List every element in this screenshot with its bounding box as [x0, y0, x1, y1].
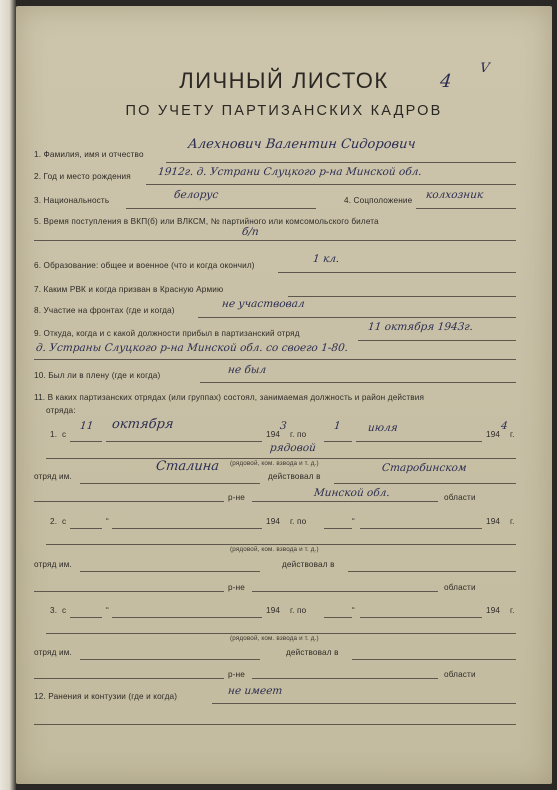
entry-3-from-year-prefix: 194 [266, 606, 281, 615]
field-9-value-a: 11 октября 1943г. [367, 321, 474, 333]
entry-3-quote-b: “ [352, 606, 355, 615]
entry-2-from-day-line [70, 528, 102, 529]
entry-3-unit-line [80, 659, 260, 660]
entry-2-acted-line [348, 571, 516, 572]
entry-1-from-prefix: с [62, 430, 67, 439]
entry-3-unit-label: отряд им. [34, 648, 72, 657]
entry-2-district-label: р-не [228, 583, 245, 592]
entry-1-acted-line [334, 483, 516, 484]
entry-1-to-day: 1 [333, 420, 342, 432]
entry-1-to-year: 4 [500, 420, 509, 432]
field-7-label: 7. Каким РВК и когда призван в Красную Армию [34, 285, 224, 294]
entry-2-region-line [252, 591, 438, 592]
field-8-value: не участвовал [221, 298, 306, 310]
entry-3-to-year-prefix: 194 [486, 606, 501, 615]
entry-2-unit-label: отряд им. [34, 560, 72, 569]
entry-3-quote-a: “ [106, 606, 109, 615]
entry-3-year-suffix: г. [510, 606, 515, 615]
entry-1-district-label: р-не [228, 493, 245, 502]
field-3-label: 3. Национальность [34, 196, 110, 205]
entry-1-acted-label: действовал в [268, 472, 321, 481]
entry-1-to-prefix: г. по [290, 430, 307, 439]
field-4-line [416, 208, 516, 209]
field-1-line [166, 162, 516, 163]
entry-3-district-line [34, 678, 224, 679]
field-9-line-b [34, 359, 516, 360]
field-2-value: 1912г. д. Устрани Слуцкого р-на Минской обл. [157, 166, 423, 178]
field-12-line [212, 703, 516, 704]
entry-2-num: 2. [50, 517, 58, 526]
entry-1-position: рядовой [269, 442, 317, 454]
field-5-line [34, 240, 516, 241]
entry-2-from-month-line [112, 528, 262, 529]
entry-2-position-note: (рядовой, ком. взвода и т. д.) [230, 546, 319, 553]
field-3-value: белорус [173, 189, 219, 201]
entry-1-region-label: области [444, 493, 476, 502]
entry-3-to-prefix: г. по [290, 606, 307, 615]
field-1-label: 1. Фамилия, имя и отчество [34, 150, 144, 159]
page-edge [0, 0, 16, 790]
entry-1-from-day: 11 [79, 420, 95, 432]
entry-1-region-line [252, 501, 438, 502]
field-3-line [126, 208, 316, 209]
field-8-label: 8. Участие на фронтах (где и когда) [34, 306, 175, 315]
form-subtitle: ПО УЧЕТУ ПАРТИЗАНСКИХ КАДРОВ [125, 103, 443, 119]
entry-1-to-month-line [356, 441, 482, 442]
entry-2-quote-b: “ [352, 517, 355, 526]
check-mark: V [479, 61, 491, 76]
field-4-label: 4. Соцположение [344, 196, 413, 205]
entry-1-unit: Сталина [155, 459, 220, 474]
entry-2-quote-a: “ [106, 517, 109, 526]
entry-1-from-month: октября [111, 417, 175, 432]
field-5-value: б/п [241, 226, 260, 238]
form-title: ЛИЧНЫЙ ЛИСТОК [179, 68, 389, 93]
entry-1-unit-line [80, 483, 260, 484]
field-10-line [200, 382, 516, 383]
entry-3-position-note: (рядовой, ком. взвода и т. д.) [230, 635, 319, 642]
entry-1-from-year: 3 [279, 420, 288, 432]
entry-2-from-prefix: с [62, 517, 67, 526]
entry-3-from-prefix: с [62, 606, 67, 615]
field-8-line [198, 317, 516, 318]
field-12-value: не имеет [227, 685, 283, 697]
field-6-label: 6. Образование: общее и военное (что и когда окончил) [34, 261, 255, 270]
entry-1-num: 1. [50, 430, 58, 439]
field-6-line [278, 272, 516, 273]
field-9-value-b: д. Устраны Слуцкого р-на Минской обл. со своего 1-80. [35, 342, 349, 354]
entry-3-to-month-line [360, 617, 482, 618]
entry-3-from-day-line [70, 617, 102, 618]
field-5-label: 5. Время поступления в ВКП(б) или ВЛКСМ, № партийного или комсомольского билета [34, 217, 379, 226]
entry-3-acted-label: действовал в [286, 648, 339, 657]
field-11-label: 11. В каких партизанских отрядах (или группах) состоял, занимаемая должность и район действия [34, 393, 425, 402]
field-6-value: 1 кл. [312, 253, 340, 265]
entry-3-to-day-line [324, 617, 352, 618]
field-1-value: Алехнович Валентин Сидорович [187, 137, 417, 152]
entry-1-to-month: июля [367, 422, 399, 434]
entry-2-year-suffix: г. [510, 517, 515, 526]
entry-2-region-label: области [444, 583, 476, 592]
entry-2-to-day-line [324, 528, 352, 529]
entry-1-from-year-prefix: 194 [266, 430, 281, 439]
entry-3-district-label: р-не [228, 670, 245, 679]
entry-2-from-year-prefix: 194 [266, 517, 281, 526]
entry-2-acted-label: действовал в [282, 560, 335, 569]
entry-3-num: 3. [50, 606, 58, 615]
field-11-label-cont: отряда: [46, 406, 76, 415]
field-4-value: колхозник [425, 189, 484, 201]
entry-2-unit-line [80, 571, 260, 572]
entry-1-from-day-line [70, 441, 102, 442]
field-10-value: не был [227, 364, 267, 376]
entry-3-acted-line [352, 659, 516, 660]
field-12-line-b [34, 724, 516, 725]
entry-1-position-note: (рядовой, ком. взвода и т. д.) [230, 460, 319, 467]
entry-2-to-prefix: г. по [290, 517, 307, 526]
field-7-line [288, 296, 516, 297]
entry-2-to-year-prefix: 194 [486, 517, 501, 526]
entry-1-district-line [34, 501, 224, 502]
entry-1-to-day-line [324, 441, 352, 442]
field-2-line [146, 184, 516, 185]
field-9-label: 9. Откуда, когда и с какой должности прибыл в партизанский отряд [34, 329, 300, 338]
entry-3-from-month-line [112, 617, 262, 618]
entry-3-region-line [252, 678, 438, 679]
entry-3-region-label: области [444, 670, 476, 679]
entry-1-acted-in: Старобинском [381, 462, 468, 474]
form-sheet [16, 6, 552, 784]
entry-2-to-month-line [360, 528, 482, 529]
entry-2-district-line [34, 591, 224, 592]
field-12-label: 12. Ранения и контузии (где и когда) [34, 692, 178, 701]
field-9-line-a [358, 340, 516, 341]
entry-1-region: Минской обл. [313, 487, 391, 499]
field-10-label: 10. Был ли в плену (где и когда) [34, 371, 161, 380]
entry-1-year-suffix: г. [510, 430, 515, 439]
entry-1-to-year-prefix: 194 [486, 430, 501, 439]
page-number-mark: 4 [438, 71, 453, 92]
entry-1-unit-label: отряд им. [34, 472, 72, 481]
entry-1-from-month-line [106, 441, 262, 442]
field-2-label: 2. Год и место рождения [34, 172, 131, 181]
